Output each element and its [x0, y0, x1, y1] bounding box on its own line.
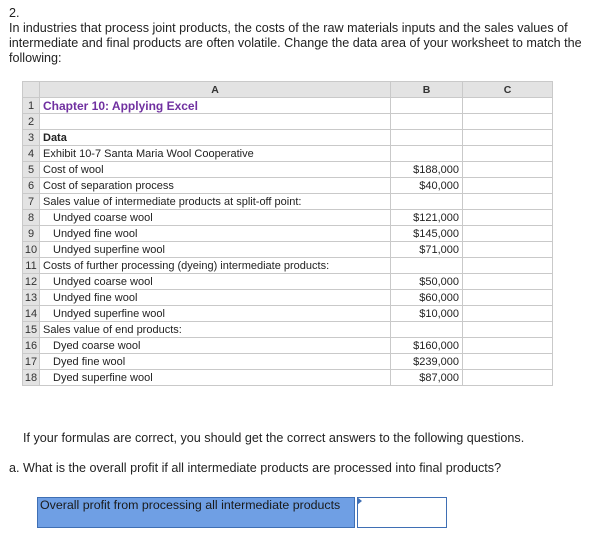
cell-c[interactable] — [463, 306, 553, 322]
cell-c[interactable] — [463, 114, 553, 130]
cell-b[interactable]: $40,000 — [391, 178, 463, 194]
cell-c[interactable] — [463, 258, 553, 274]
row-number[interactable]: 17 — [23, 354, 40, 370]
cell-a[interactable] — [40, 194, 391, 210]
cell-a-text: Dyed fine wool — [53, 355, 126, 368]
cell-a[interactable] — [40, 242, 391, 258]
sheet-row — [23, 146, 553, 162]
cell-a-text: Undyed coarse wool — [53, 211, 153, 224]
row-number[interactable]: 9 — [23, 226, 40, 242]
subquestion-a: a. What is the overall profit if all intermediate products are processed into final products? — [9, 461, 502, 475]
cell-a[interactable] — [40, 258, 391, 274]
sheet-row — [23, 370, 553, 386]
question-number: 2. — [9, 6, 20, 20]
cell-a-text: Undyed coarse wool — [53, 275, 153, 288]
cell-a-text: Sales value of intermediate products at split-off point: — [43, 195, 302, 208]
row-number[interactable]: 10 — [23, 242, 40, 258]
row-number[interactable]: 7 — [23, 194, 40, 210]
sheet-row — [23, 354, 553, 370]
question-text-block — [9, 6, 607, 66]
cell-a[interactable] — [40, 114, 391, 130]
row-number[interactable]: 16 — [23, 338, 40, 354]
cell-b[interactable] — [391, 258, 463, 274]
column-header-b[interactable]: B — [391, 82, 463, 98]
row-number[interactable]: 11 — [23, 258, 40, 274]
cell-a-text: Undyed fine wool — [53, 291, 138, 304]
cell-a-text: Cost of wool — [43, 163, 104, 176]
cell-a[interactable] — [40, 274, 391, 290]
question-body: In industries that process joint products, the costs of the raw materials inputs and the sales values of intermediate and final products are often volatile. Change the data area of your worksheet to match the following: — [9, 21, 582, 65]
cell-b[interactable] — [391, 114, 463, 130]
cell-c[interactable] — [463, 98, 553, 114]
cell-a-text: Exhibit 10-7 Santa Maria Wool Cooperative — [43, 147, 254, 160]
sheet-row — [23, 306, 553, 322]
cell-b[interactable]: $60,000 — [391, 290, 463, 306]
cell-c[interactable] — [463, 226, 553, 242]
cell-a[interactable] — [40, 290, 391, 306]
cell-c[interactable] — [463, 370, 553, 386]
cell-a[interactable] — [40, 322, 391, 338]
sheet-row — [23, 226, 553, 242]
cell-c[interactable] — [463, 130, 553, 146]
cell-c[interactable] — [463, 162, 553, 178]
cell-a-text: Data — [43, 131, 67, 144]
sheet-row — [23, 114, 553, 130]
cell-a[interactable] — [40, 210, 391, 226]
cell-a-text: Dyed superfine wool — [53, 371, 153, 384]
cell-a-text: Undyed superfine wool — [53, 307, 165, 320]
cell-a[interactable] — [40, 354, 391, 370]
cell-a-text: Undyed superfine wool — [53, 243, 165, 256]
cell-b[interactable]: $71,000 — [391, 242, 463, 258]
cell-a-text: Sales value of end products: — [43, 323, 182, 336]
row-number[interactable]: 2 — [23, 114, 40, 130]
column-header-c[interactable]: C — [463, 82, 553, 98]
row-number[interactable]: 14 — [23, 306, 40, 322]
row-number[interactable]: 1 — [23, 98, 40, 114]
cell-c[interactable] — [463, 338, 553, 354]
sheet-row — [23, 194, 553, 210]
column-header-a[interactable]: A — [40, 82, 391, 98]
cell-a-text: Dyed coarse wool — [53, 339, 141, 352]
cell-a[interactable] — [40, 162, 391, 178]
cell-c[interactable] — [463, 178, 553, 194]
row-number[interactable]: 18 — [23, 370, 40, 386]
cell-b[interactable]: $145,000 — [391, 226, 463, 242]
sheet-row — [23, 258, 553, 274]
cell-a-text: Cost of separation process — [43, 179, 174, 192]
cell-a[interactable] — [40, 338, 391, 354]
cell-b[interactable] — [391, 146, 463, 162]
sheet-row — [23, 322, 553, 338]
row-number[interactable]: 3 — [23, 130, 40, 146]
cell-a[interactable] — [40, 178, 391, 194]
instructions-text: If your formulas are correct, you should get the correct answers to the following questions. — [23, 431, 525, 445]
cell-c[interactable] — [463, 290, 553, 306]
sheet-row — [23, 130, 553, 146]
row-number[interactable]: 6 — [23, 178, 40, 194]
sheet-row — [23, 162, 553, 178]
row-number[interactable]: 5 — [23, 162, 40, 178]
cell-b[interactable]: $10,000 — [391, 306, 463, 322]
cell-b[interactable]: $239,000 — [391, 354, 463, 370]
cell-a-text: Costs of further processing (dyeing) intermediate products: — [43, 259, 330, 272]
cell-a[interactable] — [40, 226, 391, 242]
cell-c[interactable] — [463, 242, 553, 258]
cell-a[interactable] — [40, 98, 391, 114]
cell-a-text: Chapter 10: Applying Excel — [43, 98, 198, 113]
cell-b[interactable] — [391, 322, 463, 338]
answer-label: Overall profit from processing all intermediate products — [37, 497, 355, 528]
cell-c[interactable] — [463, 194, 553, 210]
cell-c[interactable] — [463, 354, 553, 370]
spreadsheet — [22, 81, 553, 386]
cell-c[interactable] — [463, 274, 553, 290]
cell-b[interactable]: $87,000 — [391, 370, 463, 386]
cell-b[interactable] — [391, 194, 463, 210]
cell-b[interactable]: $121,000 — [391, 210, 463, 226]
sheet-row — [23, 274, 553, 290]
sheet-row — [23, 98, 553, 114]
answer-input[interactable] — [357, 497, 447, 528]
row-number[interactable]: 4 — [23, 146, 40, 162]
cell-a[interactable] — [40, 146, 391, 162]
sheet-row — [23, 178, 553, 194]
cell-a-text: Undyed fine wool — [53, 227, 138, 240]
cell-b[interactable] — [391, 98, 463, 114]
cell-marker-icon — [357, 497, 362, 505]
cell-c[interactable] — [463, 210, 553, 226]
cell-a[interactable] — [40, 370, 391, 386]
cell-a[interactable] — [40, 130, 391, 146]
corner-cell — [23, 82, 40, 98]
cell-b[interactable] — [391, 130, 463, 146]
cell-c[interactable] — [463, 146, 553, 162]
sheet-row — [23, 338, 553, 354]
cell-a[interactable] — [40, 306, 391, 322]
row-number[interactable]: 8 — [23, 210, 40, 226]
sheet-row — [23, 290, 553, 306]
row-number[interactable]: 12 — [23, 274, 40, 290]
cell-b[interactable]: $188,000 — [391, 162, 463, 178]
cell-c[interactable] — [463, 322, 553, 338]
cell-b[interactable]: $160,000 — [391, 338, 463, 354]
cell-b[interactable]: $50,000 — [391, 274, 463, 290]
sheet-row — [23, 210, 553, 226]
row-number[interactable]: 15 — [23, 322, 40, 338]
sheet-row — [23, 242, 553, 258]
row-number[interactable]: 13 — [23, 290, 40, 306]
